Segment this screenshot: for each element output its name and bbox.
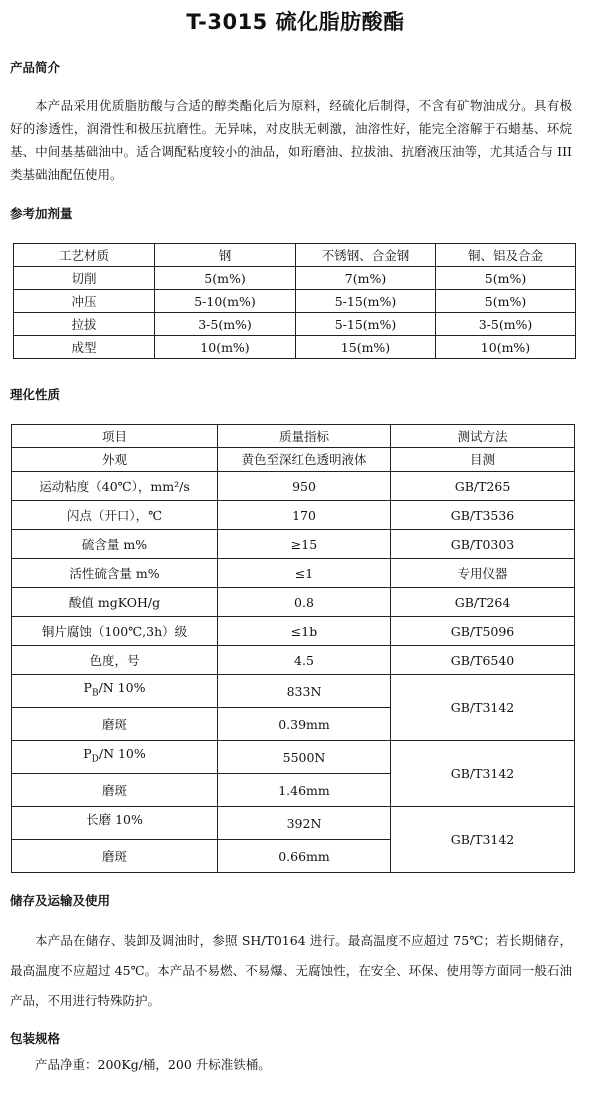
header-cell: 质量指标 [218, 425, 391, 448]
properties-table [11, 424, 575, 873]
table-cell: 目测 [391, 448, 575, 472]
test-label: P [83, 746, 92, 762]
dosage-heading: 参考加剂量 [10, 206, 73, 221]
intro-paragraph: 本产品采用优质脂肪酸与合适的醇类酯化后为原料，经硫化后制得，不含有矿物油成分。具有极好的渗透性，润滑性和极压抗磨性。无异味，对皮肤无刺激，油溶性好，能完全溶解于石蜡基、环烷基、中间基基础油中。适合调配粘度较小的油品，如珩磨油、拉拔油、抗磨液压油等，尤其适合与 III 类基础油配伍使用。 [10, 98, 572, 182]
table-row [12, 588, 575, 617]
table-row [14, 267, 576, 290]
table-cell: 成型 [14, 336, 155, 359]
table-cell: 闪点（开口），℃ [12, 501, 218, 530]
table-cell: 5-15(m%) [296, 313, 436, 336]
storage-paragraph: 本产品在储存、装卸及调油时，参照 SH/T0164 进行。最高温度不应超过 75℃；若长期储存，最高温度不应超过 45℃。本产品不易燃、不易爆、无腐蚀性，在安全、环保、使用等方面同一般石油产品，不用进行特殊防护。 [10, 933, 572, 1008]
intro-heading: 产品简介 [10, 60, 61, 75]
page-title: T-3015 硫化脂肪酸酯 [186, 10, 405, 34]
header-cell: 钢 [155, 244, 296, 267]
table-row [14, 313, 576, 336]
table-cell: 5500N [218, 741, 391, 774]
table-row [12, 675, 575, 708]
table-cell: 10(m%) [155, 336, 296, 359]
table-cell: 运动粘度（40℃），mm²/s [12, 472, 218, 501]
table-row [12, 559, 575, 588]
table-row [12, 448, 575, 472]
table-cell: GB/T265 [391, 472, 575, 501]
table-cell: 外观 [12, 448, 218, 472]
test-label: P [83, 680, 92, 696]
table-cell: 3-5(m%) [155, 313, 296, 336]
table-cell: GB/T3536 [391, 501, 575, 530]
table-cell: GB/T5096 [391, 617, 575, 646]
test-label-cell [12, 807, 218, 840]
table-cell: ≤1 [218, 559, 391, 588]
table-cell: 15(m%) [296, 336, 436, 359]
table-cell: 活性硫含量 m% [12, 559, 218, 588]
table-cell: 0.39mm [218, 708, 391, 741]
table-cell: 392N [218, 807, 391, 840]
test-method-cell: GB/T3142 [391, 675, 575, 741]
table-cell: 切削 [14, 267, 155, 290]
packaging-heading: 包装规格 [10, 1031, 61, 1046]
table-row [12, 617, 575, 646]
table-row [12, 472, 575, 501]
table-cell: 950 [218, 472, 391, 501]
test-label-suffix: /N 10% [98, 746, 146, 762]
test-label-subscript: B [91, 688, 99, 699]
table-cell: 5(m%) [436, 290, 576, 313]
table-cell: 5(m%) [155, 267, 296, 290]
table-cell: GB/T6540 [391, 646, 575, 675]
table-cell: 冲压 [14, 290, 155, 313]
test-label: 长磨 10% [86, 812, 143, 828]
table-row [12, 530, 575, 559]
table-row [12, 741, 575, 774]
table-header-row [12, 425, 575, 448]
dosage-table [13, 243, 576, 359]
table-cell: 专用仪器 [391, 559, 575, 588]
header-cell: 铜、铝及合金 [436, 244, 576, 267]
table-cell: 磨斑 [12, 840, 218, 873]
table-cell: 1.46mm [218, 774, 391, 807]
storage-heading: 储存及运输及使用 [10, 893, 111, 908]
table-cell: GB/T0303 [391, 530, 575, 559]
table-cell: 10(m%) [436, 336, 576, 359]
table-cell: 5(m%) [436, 267, 576, 290]
table-cell: 酸值 mgKOH/g [12, 588, 218, 617]
header-cell: 测试方法 [391, 425, 575, 448]
test-label-subscript: D [91, 754, 99, 765]
table-cell: 170 [218, 501, 391, 530]
header-cell: 工艺材质 [14, 244, 155, 267]
table-cell: 5-15(m%) [296, 290, 436, 313]
table-header-row [14, 244, 576, 267]
table-cell: 5-10(m%) [155, 290, 296, 313]
test-method-cell: GB/T3142 [391, 741, 575, 807]
test-label-suffix: /N 10% [98, 680, 146, 696]
table-row [12, 501, 575, 530]
properties-heading: 理化性质 [10, 387, 61, 402]
table-cell: 7(m%) [296, 267, 436, 290]
test-method-cell: GB/T3142 [391, 807, 575, 873]
table-cell: 4.5 [218, 646, 391, 675]
test-label-cell [12, 675, 218, 708]
table-cell: 磨斑 [12, 708, 218, 741]
table-cell: 色度，号 [12, 646, 218, 675]
table-row [12, 646, 575, 675]
table-cell: 0.8 [218, 588, 391, 617]
table-row [12, 807, 575, 840]
table-cell: 磨斑 [12, 774, 218, 807]
table-cell: 铜片腐蚀（100℃,3h）级 [12, 617, 218, 646]
table-cell: ≤1b [218, 617, 391, 646]
table-cell: 833N [218, 675, 391, 708]
table-cell: GB/T264 [391, 588, 575, 617]
table-row [14, 290, 576, 313]
table-cell: 拉拔 [14, 313, 155, 336]
header-cell: 不锈钢、合金钢 [296, 244, 436, 267]
test-label-cell [12, 741, 218, 774]
table-cell: 硫含量 m% [12, 530, 218, 559]
table-cell: ≥15 [218, 530, 391, 559]
table-row [14, 336, 576, 359]
header-cell: 项目 [12, 425, 218, 448]
table-cell: 黄色至深红色透明液体 [218, 448, 391, 472]
packaging-paragraph: 产品净重：200Kg/桶，200 升标准铁桶。 [35, 1057, 271, 1072]
table-cell: 0.66mm [218, 840, 391, 873]
table-cell: 3-5(m%) [436, 313, 576, 336]
